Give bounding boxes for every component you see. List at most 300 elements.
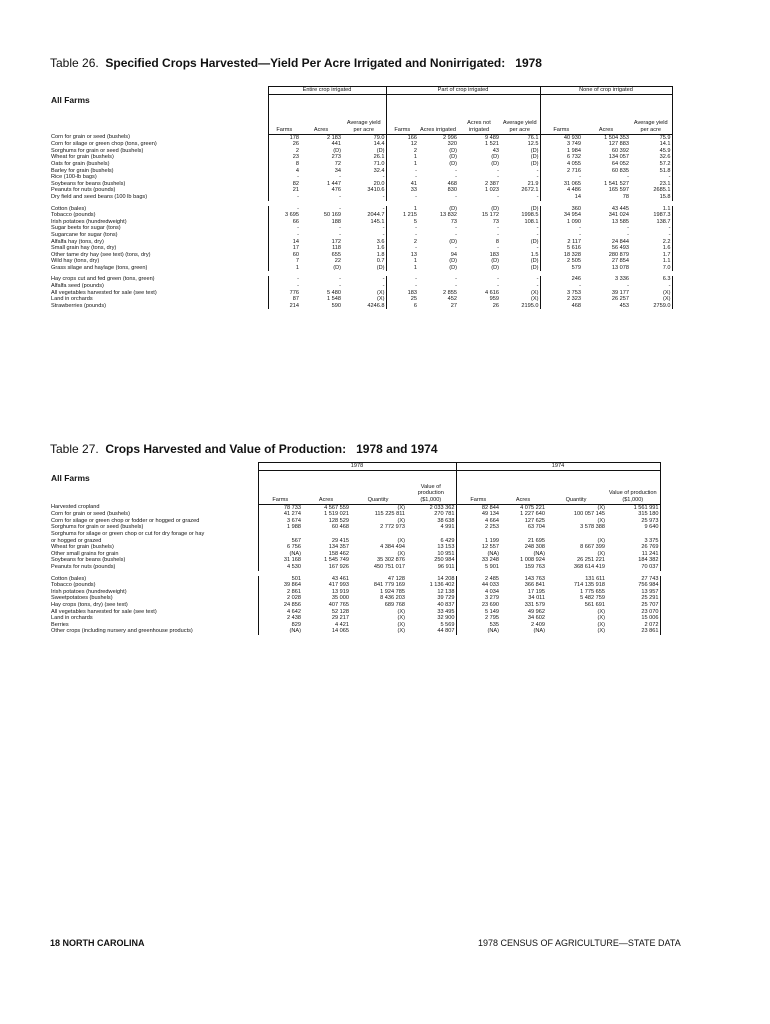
cell: 501 <box>258 576 302 583</box>
table-row <box>50 252 672 259</box>
cell: (X) <box>597 628 605 635</box>
cell: 25 <box>410 296 417 303</box>
cell: 4 664 <box>485 517 499 524</box>
table-row <box>50 161 672 168</box>
cell: 2195.0 <box>500 303 540 310</box>
cell: 1 775 655 <box>580 588 605 595</box>
cell <box>456 531 500 538</box>
cell: 183 <box>489 251 499 258</box>
cell: 1.1 <box>630 206 672 213</box>
table-row <box>50 524 660 531</box>
cell: 2044.7 <box>342 212 386 219</box>
cell: 34 954 <box>563 212 581 219</box>
cell: 1.6 <box>342 245 386 252</box>
cell: 24 856 <box>258 602 302 609</box>
cell: 5 901 <box>485 563 499 570</box>
row-label: Peanuts for nuts (pounds) <box>51 187 116 194</box>
table27-col-7: Value of production ($1,000) <box>606 470 660 504</box>
table-row <box>50 609 660 616</box>
cell: (X) <box>630 290 672 297</box>
cell: 4 486 <box>567 187 581 194</box>
row-label: Irish potatoes (hundredweight) <box>51 218 127 225</box>
cell: - <box>339 231 341 238</box>
row-label: Grass silage and haylage (tons, green) <box>51 264 148 271</box>
cell: - <box>497 225 499 232</box>
cell: 4 384 494 <box>380 544 405 551</box>
cell: (X) <box>397 550 405 557</box>
table26 <box>50 86 673 309</box>
cell: 7 <box>268 258 300 265</box>
cell: 776 <box>268 290 300 297</box>
cell: 1987.3 <box>630 212 672 219</box>
cell: 26 <box>268 141 300 148</box>
cell: 60 <box>268 252 300 259</box>
row-label: Wheat for grain (bushels) <box>51 544 114 551</box>
cell: 2 072 <box>606 622 660 629</box>
cell: 5 <box>413 218 417 225</box>
cell: 127 625 <box>524 517 545 524</box>
cell: 1 561 991 <box>606 504 660 511</box>
cell: 134 057 <box>608 154 629 161</box>
cell: - <box>497 193 499 200</box>
table-row <box>50 181 672 188</box>
cell: - <box>339 225 341 232</box>
cell: 1 988 <box>258 524 302 531</box>
cell: 655 <box>331 251 341 258</box>
cell: 714 135 918 <box>573 582 605 589</box>
row-label: Tobacco (pounds) <box>51 212 96 219</box>
table-row <box>50 622 660 629</box>
cell: (X) <box>597 615 605 622</box>
cell: - <box>497 174 499 181</box>
cell: 45.9 <box>630 148 672 155</box>
cell: 9 640 <box>606 524 660 531</box>
table26-col-4: Acres irrigated <box>418 94 458 134</box>
cell: 1 545 749 <box>324 557 349 564</box>
cell: 10 951 <box>406 551 456 558</box>
table27-row-header: All Farms <box>51 472 90 483</box>
cell: 5 149 <box>485 608 499 615</box>
cell: - <box>627 174 629 181</box>
cell: (D) <box>491 205 499 212</box>
cell: 47 128 <box>387 575 405 582</box>
cell: 2 795 <box>485 615 499 622</box>
table26-col-6: Average yield per acre <box>500 94 540 134</box>
cell: 78 733 <box>258 504 302 511</box>
cell: 27 854 <box>611 258 629 265</box>
cell: 34 011 <box>528 595 545 602</box>
row-label: Corn for grain or seed (bushels) <box>51 511 130 518</box>
cell: 4 <box>268 168 300 175</box>
cell: 167 926 <box>328 563 349 570</box>
cell: 1.7 <box>630 252 672 259</box>
cell: 2672.1 <box>500 187 540 194</box>
cell: 94 <box>450 251 457 258</box>
cell: 33 <box>410 187 417 194</box>
cell: 1 447 <box>327 180 341 187</box>
cell: 2 323 <box>567 296 581 303</box>
cell: (X) <box>500 296 540 303</box>
cell: (NA) <box>487 628 499 635</box>
table26-col-0: Farms <box>268 94 300 134</box>
cell: 1 519 021 <box>324 511 349 518</box>
cell: 452 <box>447 296 457 303</box>
cell: 22 <box>334 258 341 265</box>
cell: (D) <box>500 265 540 272</box>
cell: 17 195 <box>527 588 545 595</box>
cell: 453 <box>619 302 629 309</box>
cell: 17 <box>268 245 300 252</box>
cell: 23.1 <box>630 181 672 188</box>
cell: - <box>455 231 457 238</box>
cell: - <box>342 194 386 201</box>
table-row <box>50 148 672 155</box>
row-label: Harvested cropland <box>51 504 100 511</box>
row-label: Wild hay (tons, dry) <box>51 258 100 265</box>
cell: 12 138 <box>406 589 456 596</box>
row-label: Corn for silage or green chop or fodder or hogged or grazed <box>51 517 200 524</box>
cell: - <box>415 225 417 232</box>
cell: 2 505 <box>567 258 581 265</box>
cell: 2 387 <box>485 180 499 187</box>
table27-grid <box>50 462 661 635</box>
cell: 39 864 <box>258 582 302 589</box>
cell: 183 <box>407 289 417 296</box>
cell: - <box>579 231 581 238</box>
cell: - <box>415 231 417 238</box>
cell: 57.2 <box>630 161 672 168</box>
row-label: Corn for silage or green chop (tons, green) <box>51 141 157 148</box>
cell: - <box>630 232 672 239</box>
cell: 15.8 <box>630 194 672 201</box>
table-row <box>50 538 660 545</box>
cell: 214 <box>268 303 300 310</box>
cell: 2 033 362 <box>406 504 456 511</box>
table26-grid <box>50 86 673 309</box>
row-label: Peanuts for nuts (pounds) <box>51 563 116 570</box>
cell: 82 844 <box>481 504 499 511</box>
cell: 1 136 402 <box>406 582 456 589</box>
cell: 5 616 <box>567 245 581 252</box>
row-label: Other crops (including nursery and greenhouse products) <box>51 628 193 635</box>
cell: 7.0 <box>630 265 672 272</box>
row-label: Alfalfa seed (pounds) <box>51 283 104 290</box>
cell: 9 489 <box>485 134 499 141</box>
cell: - <box>455 225 457 232</box>
cell: - <box>455 174 457 181</box>
cell: 2 <box>268 148 300 155</box>
table-row <box>50 296 672 303</box>
row-label: Dry field and seed beans (100 lb bags) <box>51 193 148 200</box>
cell: - <box>627 231 629 238</box>
row-label: Irish potatoes (hundredweight) <box>51 588 127 595</box>
cell: 360 <box>571 205 581 212</box>
cell: 3.6 <box>342 239 386 246</box>
cell: (X) <box>597 608 605 615</box>
cell: 73 <box>450 218 457 225</box>
cell: 50 169 <box>323 212 341 219</box>
cell: 12 <box>410 141 417 148</box>
cell: (NA) <box>533 550 545 557</box>
cell: 0.7 <box>342 258 386 265</box>
row-label: Other tame dry hay (see text) (tons, dry) <box>51 251 151 258</box>
table-row <box>50 511 660 518</box>
cell: 468 <box>571 302 581 309</box>
cell: 64 052 <box>611 160 629 167</box>
cell: 561 691 <box>584 601 605 608</box>
cell: 3 674 <box>258 518 302 525</box>
cell: (X) <box>342 296 386 303</box>
row-label: Alfalfa hay (tons, dry) <box>51 238 104 245</box>
cell: 172 <box>331 238 341 245</box>
cell: 3 578 388 <box>580 524 605 531</box>
cell: 29 217 <box>331 615 349 622</box>
cell: 51.8 <box>630 168 672 175</box>
cell: (D) <box>500 161 540 168</box>
cell: 79.0 <box>342 134 386 141</box>
cell: 1 090 <box>567 218 581 225</box>
row-label: Barley for grain (bushels) <box>51 167 114 174</box>
cell: 25 707 <box>606 602 660 609</box>
table-row <box>50 154 672 161</box>
cell: 14.1 <box>630 141 672 148</box>
cell: 1 548 <box>327 296 341 303</box>
cell: 535 <box>489 621 499 628</box>
cell: 13 153 <box>406 544 456 551</box>
cell: 60 392 <box>611 147 629 154</box>
cell: 66 <box>268 219 300 226</box>
cell: 5 569 <box>406 622 456 629</box>
cell: - <box>455 276 457 283</box>
cell: 3 279 <box>485 595 499 602</box>
cell: 25 973 <box>606 518 660 525</box>
cell: 1.5 <box>500 252 540 259</box>
cell: (NA) <box>533 628 545 635</box>
cell: (X) <box>597 621 605 628</box>
cell: 841 779 169 <box>373 582 405 589</box>
cell: 14 <box>268 239 300 246</box>
table-row <box>50 582 660 589</box>
cell: 1 215 <box>403 212 417 219</box>
cell: 2 253 <box>485 524 499 531</box>
cell: - <box>500 225 540 232</box>
cell: 11 241 <box>606 551 660 558</box>
cell: (X) <box>630 296 672 303</box>
cell: (D) <box>491 154 499 161</box>
table27-col-3: Value of production ($1,000) <box>406 470 456 504</box>
cell: 959 <box>489 296 499 303</box>
cell: 38 638 <box>406 518 456 525</box>
row-label: Strawberries (pounds) <box>51 302 107 309</box>
cell: 145.1 <box>342 219 386 226</box>
row-label: Hay crops (tons, dry) (see text) <box>51 601 128 608</box>
cell: 2 855 <box>443 289 457 296</box>
cell: 2.2 <box>630 239 672 246</box>
cell: - <box>415 283 417 290</box>
cell: 6 756 <box>258 544 302 551</box>
cell: 71.0 <box>342 161 386 168</box>
table27-label: Table 27. <box>50 442 99 456</box>
row-label: Sorghums for grain or seed (bushels) <box>51 524 144 531</box>
cell: - <box>415 276 417 283</box>
cell: 43 445 <box>611 205 629 212</box>
cell: 41 274 <box>258 511 302 518</box>
cell: 14 208 <box>406 576 456 583</box>
table27-body <box>50 504 660 635</box>
cell: (NA) <box>258 628 302 635</box>
cell: 1 <box>413 154 417 161</box>
cell: - <box>342 206 386 213</box>
row-label: Sorghums for grain or seed (bushels) <box>51 147 144 154</box>
cell: 35 302 876 <box>377 557 405 564</box>
row-label: Rice (100-lb bags) <box>51 174 97 181</box>
cell: - <box>415 167 417 174</box>
table-row <box>50 212 672 219</box>
cell: 3 336 <box>615 276 629 283</box>
cell: 12.5 <box>500 141 540 148</box>
cell: 49 962 <box>527 608 545 615</box>
cell: 24 844 <box>611 238 629 245</box>
cell: 14 065 <box>331 628 349 635</box>
table-row <box>50 219 672 226</box>
cell: 29 415 <box>331 537 349 544</box>
table-row <box>50 134 672 141</box>
table27-title-text: Crops Harvested and Value of Production: <box>105 442 347 456</box>
row-label: Berries <box>51 621 69 628</box>
cell: 1 <box>268 265 300 272</box>
cell: - <box>339 193 341 200</box>
cell <box>350 531 406 538</box>
row-label: Hay crops cut and fed green (tons, green) <box>51 276 155 283</box>
cell: 108.1 <box>500 219 540 226</box>
cell: 1 008 924 <box>520 557 545 564</box>
table27-title <box>50 442 438 456</box>
table-row <box>50 595 660 602</box>
cell: 1 541 527 <box>604 180 629 187</box>
cell: 32.4 <box>342 168 386 175</box>
cell: 320 <box>447 141 457 148</box>
row-label: Sweetpotatoes (bushels) <box>51 595 113 602</box>
cell: - <box>579 225 581 232</box>
cell: 2 438 <box>258 615 302 622</box>
cell: - <box>627 283 629 290</box>
cell: - <box>500 232 540 239</box>
table26-col-2: Average yield per acre <box>342 94 386 134</box>
row-label: Soybeans for beans (bushels) <box>51 557 126 564</box>
row-label: All vegetables harvested for sale (see text) <box>51 608 157 615</box>
cell: 165 597 <box>608 187 629 194</box>
cell: 4 991 <box>406 524 456 531</box>
cell: (D) <box>333 264 341 271</box>
table-row <box>50 245 672 252</box>
table-row <box>50 544 660 551</box>
cell: (D) <box>342 265 386 272</box>
table26-col-7: Farms <box>540 94 582 134</box>
row-label: Cotton (bales) <box>51 575 87 582</box>
cell <box>500 531 546 538</box>
cell: - <box>630 283 672 290</box>
cell: 2 117 <box>567 238 581 245</box>
cell: - <box>415 245 417 252</box>
table-row <box>50 265 672 272</box>
cell: (X) <box>597 550 605 557</box>
table27-col-5: Acres <box>500 470 546 504</box>
cell: - <box>497 167 499 174</box>
cell: 341 024 <box>608 212 629 219</box>
cell: 1 <box>413 160 417 167</box>
table26-col-3: Farms <box>386 94 418 134</box>
cell: 829 <box>258 622 302 629</box>
cell: 8 667 399 <box>580 544 605 551</box>
cell: 52 128 <box>331 608 349 615</box>
cell: 26 <box>492 302 499 309</box>
table26-col-5: Acres not irrigated <box>458 94 500 134</box>
cell: 27 <box>450 302 457 309</box>
cell: - <box>455 245 457 252</box>
cell: 63 704 <box>527 524 545 531</box>
cell: - <box>627 225 629 232</box>
table27-col-4: Farms <box>456 470 500 504</box>
cell: - <box>455 167 457 174</box>
cell: 31 168 <box>258 557 302 564</box>
cell: 315 180 <box>606 511 660 518</box>
row-label: Sugar beets for sugar (tons) <box>51 225 121 232</box>
cell: 13 078 <box>611 264 629 271</box>
cell: - <box>339 276 341 283</box>
cell: 246 <box>571 276 581 283</box>
row-label: Small grain hay (tons, dry) <box>51 245 117 252</box>
cell: - <box>268 206 300 213</box>
cell: 590 <box>331 302 341 309</box>
table-row <box>50 615 660 622</box>
row-label: Oats for grain (bushels) <box>51 160 110 167</box>
table-row <box>50 239 672 246</box>
cell: 100 057 145 <box>573 511 605 518</box>
cell: - <box>342 276 386 283</box>
table26-title <box>50 56 542 70</box>
cell: 40 930 <box>563 134 581 141</box>
cell: 131 611 <box>585 575 605 582</box>
cell: 6.3 <box>630 276 672 283</box>
cell: 72 <box>334 160 341 167</box>
cell: (NA) <box>258 551 302 558</box>
cell: 26 251 221 <box>577 557 605 564</box>
table-row <box>50 258 672 265</box>
table-row <box>50 504 660 511</box>
cell: - <box>500 283 540 290</box>
cell: 273 <box>331 154 341 161</box>
table-row <box>50 303 672 310</box>
cell: 6 429 <box>406 538 456 545</box>
cell: 2 996 <box>443 134 457 141</box>
table26-group-1: Part of crop irrigated <box>386 87 540 95</box>
row-label: Land in orchards <box>51 615 93 622</box>
cell: (X) <box>342 290 386 297</box>
cell: 1.6 <box>630 245 672 252</box>
cell <box>606 531 660 538</box>
table-row <box>50 225 672 232</box>
cell: 26.1 <box>342 154 386 161</box>
cell: 4246.8 <box>342 303 386 310</box>
cell: (X) <box>397 517 405 524</box>
cell: 115 225 811 <box>374 511 405 518</box>
cell: 188 <box>331 218 341 225</box>
cell: 14 <box>574 193 581 200</box>
cell: 2 183 <box>327 134 341 141</box>
cell: 23 <box>268 154 300 161</box>
table27-years: 1978 and 1974 <box>356 442 438 456</box>
cell: (X) <box>397 621 405 628</box>
